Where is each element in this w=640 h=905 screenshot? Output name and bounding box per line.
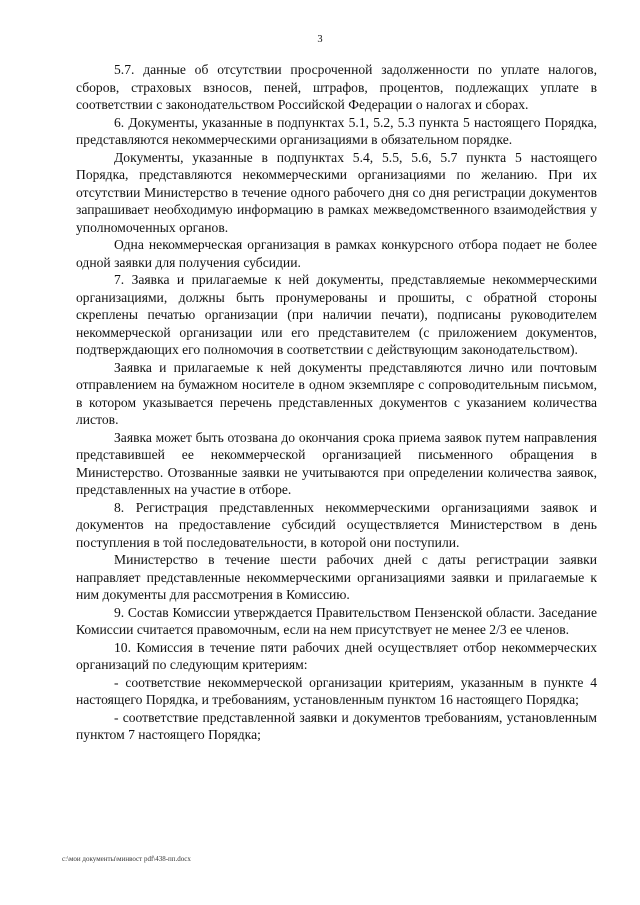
- paragraph-7: 7. Заявка и прилагаемые к ней документы, представляемые некоммерческими организациями, должны быть пронумерованы и прошиты, с обратной стороны скреплены печатью организации (при наличии печати), подписаны руководителем некоммерческой организации или его представителем (с приложением документов, подтверждающих его полномочия в соответствии с действующим законодательством).: [76, 272, 597, 357]
- paragraph-7-withdrawal: Заявка может быть отозвана до окончания срока приема заявок путем направления представившей ее некоммерческой организацией письменного обращения в Министерство. Отозванные заявки не учитываются при определении количества заявок, представленных на участие в отборе.: [76, 429, 597, 497]
- paragraph-5-7: 5.7. данные об отсутствии просроченной задолженности по уплате налогов, сборов, страховых взносов, пеней, штрафов, процентов, подлежащих уплате в соответствии с законодательством Российской Федерации о налогах и сборах.: [76, 62, 597, 112]
- paragraph-6-one-application: Одна некоммерческая организация в рамках конкурсного отбора подает не более одной заявки для получения субсидии.: [76, 237, 597, 270]
- paragraph-10-criterion-1: - соответствие некоммерческой организации критериям, указанным в пункте 4 настоящего Порядка, и требованиям, установленным пунктом 16 настоящего Порядка;: [76, 674, 597, 707]
- document-body: [76, 61, 597, 744]
- paragraph-8: 8. Регистрация представленных некоммерческими организациями заявок и документов на предоставление субсидий осуществляется Министерством в день поступления в той последовательности, в которой они поступили.: [76, 499, 597, 550]
- page-number: 3: [317, 34, 323, 45]
- paragraph-10: 10. Комиссия в течение пяти рабочих дней осуществляет отбор некоммерческих организаций по следующим критериям:: [76, 639, 597, 672]
- paragraph-6: 6. Документы, указанные в подпунктах 5.1, 5.2, 5.3 пункта 5 настоящего Порядка, представляются некоммерческими организациями в обязательном порядке.: [76, 114, 597, 147]
- paragraph-9: 9. Состав Комиссии утверждается Правительством Пензенской области. Заседание Комиссии считается правомочным, если на нем присутствует не менее 2/3 ее членов.: [76, 604, 597, 637]
- footer-file-path: c:\мои документы\минвост pdf\438-пп.docx: [62, 855, 191, 863]
- paragraph-10-criterion-2: - соответствие представленной заявки и документов требованиям, установленным пунктом 7 настоящего Порядка;: [76, 709, 597, 742]
- paragraph-8-review: Министерство в течение шести рабочих дней с даты регистрации заявки направляет представленные некоммерческими организациями заявки и прилагаемые к ним документы для рассмотрения в Комиссию.: [76, 552, 597, 602]
- paragraph-6-optional-documents: Документы, указанные в подпунктах 5.4, 5.5, 5.6, 5.7 пункта 5 настоящего Порядка, представляются некоммерческими организациями по желанию. При их отсутствии Министерство в течение одного рабочего дня со дня регистрации документов запрашивает необходимую информацию в рамках межведомственного взаимодействия у уполномоченных органов.: [76, 149, 597, 235]
- paragraph-7-submission: Заявка и прилагаемые к ней документы представляются лично или почтовым отправлением на бумажном носителе в одном экземпляре с сопроводительным письмом, в котором указывается перечень представленных документов с указанием количества листов.: [76, 359, 597, 427]
